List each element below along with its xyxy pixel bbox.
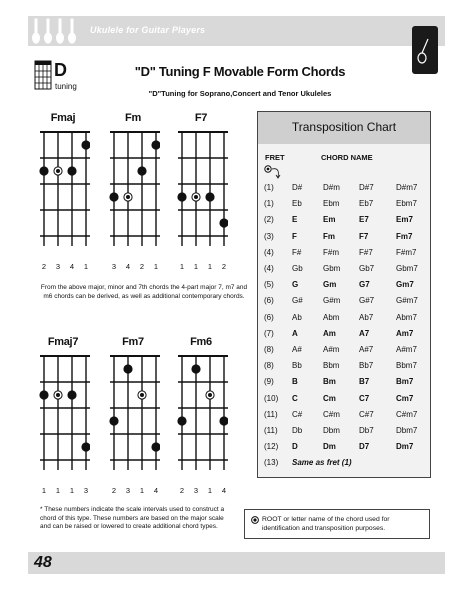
chord-cell: D [292,442,298,452]
page-subtitle: "D"Tuning for Soprano,Concert and Tenor Ukuleles [148,89,332,98]
chart-row [258,264,430,280]
finger-dot [177,416,186,425]
fret-number: (7) [264,328,274,338]
chord-cell: Bm7 [396,377,414,387]
chord-cell: Gm7 [396,280,414,290]
chord-cell: Bbm [323,361,340,371]
chord-cell: F#7 [359,247,373,257]
interval-number: 4 [221,486,227,495]
finger-dot [219,218,228,227]
chord-cell: G#m [323,296,341,306]
chord-cell: D#m7 [396,183,418,192]
chord-cell: C#7 [359,409,374,419]
chord-cell: A#m7 [396,345,417,354]
fret-number: (1) [264,183,274,192]
interval-number: 1 [83,262,89,271]
interval-number: 1 [193,262,199,271]
chord-cell: Bb7 [359,361,374,371]
chord-cell: G [292,280,299,290]
fret-number: (10) [264,393,279,403]
chord-cell: Cm [323,393,336,403]
chart-row [258,442,430,458]
interval-number: 4 [125,262,131,271]
chart-row [258,296,430,312]
chord-cell: Am7 [396,328,414,338]
fretboard-grid [38,130,90,252]
chord-cell: Dm7 [396,442,414,452]
chord-cell: A#7 [359,345,374,354]
chord-cell: Ebm [323,199,340,209]
chord-cell: Ab [292,312,302,322]
chord-cell: D7 [359,442,370,452]
root-fret-arrow-icon [264,165,286,181]
chord-name: Fmaj7 [47,336,79,348]
interval-number: 1 [179,262,185,271]
interval-number: 4 [153,486,159,495]
same-as-note: Same as fret (1) [292,458,352,468]
chord-cell: F#m [323,247,339,257]
chord-cell: D#7 [359,183,374,192]
fret-number: (4) [264,247,274,257]
legend-text: ROOT or letter name of the chord used for identification and transposition purposes. [262,516,390,532]
tuning-word: tuning [55,82,77,91]
fret-number: (8) [264,361,274,371]
fret-number: (5) [264,280,274,290]
chord-cell: Db7 [359,426,374,435]
chord-name-column-header: CHORD NAME [321,153,373,162]
chord-cell: Dm [323,442,336,452]
fret-number: (3) [264,231,274,241]
chord-cell: C [292,393,298,403]
ukulele-fretboard-icon [34,60,52,90]
chart-row [258,248,430,264]
root-marker-center [208,393,212,397]
finger-dot [151,442,160,451]
fretboard-grid [108,130,160,252]
chord-cell: Abm [323,312,340,322]
interval-number: 2 [41,262,47,271]
chord-cell: F#m7 [396,247,417,257]
root-marker-center [56,393,60,397]
chord-cell: A7 [359,328,370,338]
chart-row [258,215,430,231]
root-marker-center [126,195,130,199]
book-title: Ukulele for Guitar Players [90,25,206,35]
chord-cell: Dbm [323,426,340,435]
chord-cell: A#m [323,345,340,354]
interval-number: 1 [139,486,145,495]
page-title: "D" Tuning F Movable Form Chords [134,64,346,79]
chord-cell: Bb [292,361,302,371]
finger-dot [151,140,160,149]
root-dot-icon [251,516,259,524]
root-marker-center [194,195,198,199]
chapter-tab [412,26,438,74]
finger-dot [81,442,90,451]
page-header [28,16,445,46]
fretboard-grid [38,354,90,476]
chord-cell: F# [292,247,302,257]
interval-number: 3 [83,486,89,495]
chord-cell: G# [292,296,303,306]
finger-dot [177,192,186,201]
tuning-logo [34,60,86,94]
interval-number: 1 [153,262,159,271]
chord-cell: Gb [292,264,303,273]
interval-number: 3 [125,486,131,495]
chart-row [258,313,430,329]
chord-cell: E7 [359,215,369,225]
chart-row [258,377,430,393]
chart-row [258,280,430,296]
chord-cell: Gm [323,280,337,290]
root-marker-center [140,393,144,397]
chord-cell: Bbm7 [396,361,417,371]
chord-cell: C# [292,409,303,419]
interval-number: 1 [41,486,47,495]
transposition-chart [257,111,431,478]
fret-number: (11) [264,409,278,419]
chart-row [258,345,430,361]
chord-cell: C#m7 [396,409,418,419]
chord-cell: F7 [359,231,369,241]
chart-title: Transposition Chart [291,120,397,134]
chord-cell: Em7 [396,215,413,225]
fret-number: (13) [264,458,279,468]
interval-number: 1 [69,486,75,495]
chord-cell: Fm7 [396,231,413,241]
root-legend [244,509,430,539]
chart-row-last [258,458,430,474]
chord-cell: C7 [359,393,370,403]
chord-cell: Am [323,328,336,338]
chord-cell: A [292,328,298,338]
finger-dot [205,192,214,201]
chord-cell: Dbm7 [396,426,418,435]
chord-cell: B7 [359,377,370,387]
chord-cell: Eb7 [359,199,374,209]
interval-number: 1 [55,486,61,495]
chord-cell: D#m [323,183,340,192]
fret-number: (11) [264,426,278,435]
chord-cell: Em [323,215,336,225]
chord-cell: G#m7 [396,296,418,306]
chart-header [258,112,430,144]
chord-cell: Db [292,426,303,435]
chart-row [258,199,430,215]
chord-name: F7 [194,112,208,124]
chord-cell: Gbm7 [396,264,418,273]
fretboard-grid [108,354,160,476]
chart-row [258,426,430,442]
finger-dot [67,166,76,175]
finger-dot [219,416,228,425]
chord-cell: Eb [292,199,302,209]
finger-dot [137,166,146,175]
chord-name: Fm7 [122,336,144,348]
fret-number: (9) [264,377,274,387]
interval-number: 3 [55,262,61,271]
finger-dot [123,364,132,373]
chord-cell: Bm [323,377,336,387]
interval-number: 3 [111,262,117,271]
root-marker-center [56,169,60,173]
finger-dot [67,390,76,399]
chart-row [258,183,430,199]
interval-number: 2 [111,486,117,495]
fret-number: (6) [264,312,274,322]
fret-number: (1) [264,199,274,209]
interval-number: 4 [69,262,75,271]
intervals-footnote: * These numbers indicate the scale intervals used to construct a chord of this type. These numbers are based on the major scale and can be raised or lowered to create additional chord types. [40,506,225,530]
fret-number: (4) [264,264,274,273]
tab-ukulele-icon [416,36,434,66]
chord-cell: F [292,231,297,241]
chart-row [258,329,430,345]
fretboard-grid [176,354,228,476]
derivation-note: From the above major, minor and 7th chords the 4-part major 7, m7 and m6 chords can be derived, as well as additional contemporary chords. [40,284,248,300]
chord-name: Fm [125,112,141,124]
finger-dot [39,166,48,175]
chord-cell: Fm [323,231,335,241]
chart-row [258,394,430,410]
chord-name: Fmaj [50,112,76,124]
interval-number: 2 [221,262,227,271]
interval-number: 1 [207,262,213,271]
chart-row [258,232,430,248]
finger-dot [191,364,200,373]
fret-number: (6) [264,296,274,306]
ukulele-icons [32,17,86,47]
interval-number: 3 [193,486,199,495]
tuning-letter: D [54,60,67,80]
chord-cell: G#7 [359,296,375,306]
chord-cell: Abm7 [396,312,417,322]
interval-number: 2 [179,486,185,495]
finger-dot [39,390,48,399]
finger-dot [109,192,118,201]
chord-cell: C#m [323,409,340,419]
page-number: 48 [34,554,52,571]
chart-row [258,361,430,377]
chord-cell: Gb7 [359,264,375,273]
chart-row [258,410,430,426]
chord-cell: E [292,215,298,225]
fret-number: (12) [264,442,279,452]
fretboard-grid [176,130,228,252]
chord-cell: Ebm7 [396,199,417,209]
chord-cell: Cm7 [396,393,414,403]
chord-cell: A# [292,345,302,354]
chord-cell: Gbm [323,264,341,273]
interval-number: 2 [139,262,145,271]
finger-dot [109,416,118,425]
chord-cell: D# [292,183,303,192]
chord-cell: Ab7 [359,312,374,322]
fret-column-header: FRET [265,153,285,162]
fret-number: (2) [264,215,274,225]
finger-dot [81,140,90,149]
fret-number: (8) [264,345,274,354]
chord-cell: B [292,377,298,387]
page-footer [28,552,445,574]
chord-cell: G7 [359,280,370,290]
chord-name: Fm6 [190,336,212,348]
interval-number: 1 [207,486,213,495]
